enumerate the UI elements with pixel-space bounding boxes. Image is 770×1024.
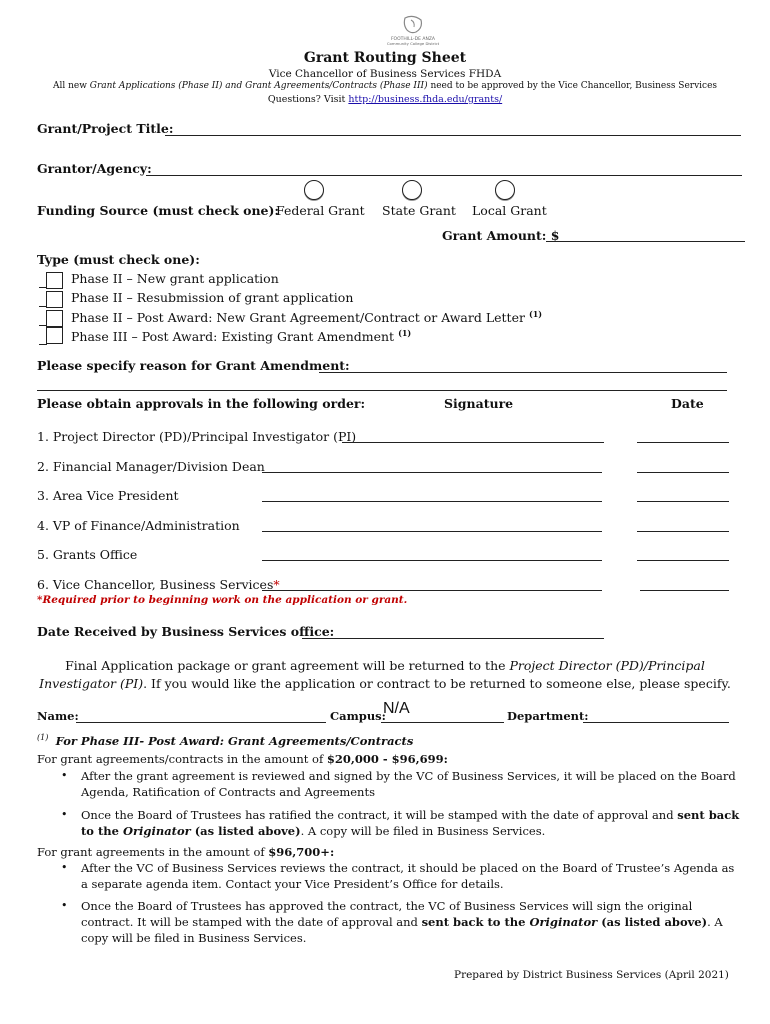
questions-line	[0, 94, 770, 105]
campus-field[interactable]	[381, 722, 504, 723]
funding-option-local: Local Grant	[472, 203, 547, 218]
questions-prefix: Questions? Visit	[267, 94, 349, 105]
range1-prefix: For grant agreements/contracts in the amount of	[37, 752, 327, 766]
type-option-post-award	[71, 309, 542, 325]
approval-note	[0, 81, 770, 91]
bullet-2	[81, 807, 741, 839]
campus-value[interactable]: N/A	[383, 700, 410, 717]
bullet-dot: •	[61, 899, 68, 912]
funding-option-federal: Federal Grant	[276, 203, 365, 218]
approver-4-date[interactable]	[637, 531, 729, 532]
grant-title-label: Grant/Project Title:	[37, 121, 174, 136]
bullet-1: After the grant agreement is reviewed and signed by the VC of Business Services, it will be placed on the Board Agenda, Ratification of Contracts and Agreements	[81, 769, 736, 799]
required-asterisk: *	[273, 577, 280, 592]
final-line-1-prefix: Final Application package or grant agreement will be returned to the	[65, 658, 510, 673]
type-checkbox-amendment[interactable]	[46, 327, 63, 344]
bullet-2-suffix: . A copy will be filed in Business Services.	[300, 824, 546, 838]
logo-text-2: Community College District	[386, 41, 440, 46]
logo-text-1: FOOTHILL-DE ANZA	[390, 37, 436, 42]
bullet-2-prefix: Once the Board of Trustees has ratified the contract, it will be stamped with the date of approval and	[81, 808, 678, 822]
grantor-label: Grantor/Agency:	[37, 161, 152, 176]
range2-line	[37, 845, 334, 859]
type-checkbox-post-award[interactable]	[46, 310, 63, 327]
approver-1-label: 1. Project Director (PD)/Principal Investigator (PI)	[37, 429, 357, 444]
approver-3-date[interactable]	[637, 501, 729, 502]
approver-2-signature[interactable]	[262, 472, 602, 473]
final-line-1	[0, 658, 770, 673]
bullet-4-bold-2: (as listed above)	[597, 915, 708, 929]
bullet-4	[81, 898, 741, 946]
approver-6-date[interactable]	[640, 590, 729, 591]
note-italic: Grant Applications (Phase II) and Grant Agreements/Contracts (Phase III)	[89, 81, 428, 91]
bullet-2-bold-2: (as listed above)	[190, 824, 301, 838]
type-option-resubmission: Phase II – Resubmission of grant application	[71, 290, 354, 305]
type-checkbox-resubmission[interactable]	[46, 291, 63, 308]
page-subtitle: Vice Chancellor of Business Services FHDA	[268, 68, 502, 80]
type-option-amendment	[71, 328, 411, 344]
bullet-3: After the VC of Business Services reviews the contract, it should be placed on the Board of Trustee’s Agenda as a separate agenda item. Contact your Vice President’s Office for details.	[81, 861, 735, 891]
grant-amount-label: Grant Amount: $	[442, 228, 560, 243]
approver-4-signature[interactable]	[262, 531, 602, 532]
type-checkbox-new[interactable]	[46, 272, 63, 289]
grantor-field[interactable]	[146, 175, 742, 176]
grant-title-field[interactable]	[165, 135, 741, 136]
type-option-post-award-text: Phase II – Post Award: New Grant Agreement/Contract or Award Letter	[71, 310, 525, 326]
amendment-reason-field-2[interactable]	[37, 390, 727, 391]
funding-source-label: Funding Source (must check one):	[37, 203, 280, 218]
type-option-amendment-text: Phase III – Post Award: Existing Grant Amendment	[71, 329, 395, 345]
final-line-2	[0, 676, 770, 691]
approvals-label: Please obtain approvals in the following order:	[37, 396, 366, 411]
approver-6-text: 6. Vice Chancellor, Business Services	[37, 577, 274, 592]
required-note: *Required prior to beginning work on the application or grant.	[37, 594, 408, 606]
bullet-4-suffix: . A copy will be filed in Business Services.	[81, 915, 723, 945]
date-header: Date	[671, 396, 704, 411]
note-prefix: All new	[52, 81, 90, 91]
approver-5-signature[interactable]	[262, 560, 602, 561]
approver-5-label: 5. Grants Office	[37, 547, 138, 562]
range2-prefix: For grant agreements in the amount of	[37, 845, 269, 859]
approver-4-label: 4. VP of Finance/Administration	[37, 518, 240, 533]
footnote-marker: (1)	[528, 309, 543, 319]
local-grant-radio[interactable]	[495, 180, 515, 200]
grant-amount-field[interactable]	[546, 241, 745, 242]
federal-grant-radio[interactable]	[304, 180, 324, 200]
department-field[interactable]	[583, 722, 729, 723]
state-grant-radio[interactable]	[402, 180, 422, 200]
amendment-reason-field[interactable]	[319, 372, 727, 373]
note-suffix: need to be approved by the Vice Chancellor, Business Services	[427, 81, 718, 91]
bullet-dot: •	[61, 769, 68, 782]
footnote-marker: (1)	[398, 328, 412, 338]
bullet-4-bold: sent back to the	[421, 915, 530, 929]
approver-3-label: 3. Area Vice President	[37, 488, 179, 503]
final-line-2-suffix: . If you would like the application or contract to be returned to someone else, please specify.	[143, 676, 731, 691]
funding-option-state: State Grant	[382, 203, 456, 218]
approver-3-signature[interactable]	[262, 501, 602, 502]
signature-header: Signature	[444, 396, 514, 411]
grants-link[interactable]: http://business.fhda.edu/grants/	[348, 94, 503, 105]
bullet-4-originator: Originator	[529, 915, 598, 929]
name-field[interactable]	[76, 722, 326, 723]
approver-1-date[interactable]	[637, 442, 729, 443]
name-label: Name:	[37, 709, 79, 723]
department-label: Department:	[507, 709, 589, 723]
approver-6-label	[37, 577, 280, 592]
bullet-2-originator: Originator	[122, 824, 191, 838]
final-line-2-italic: Investigator (PI)	[39, 676, 144, 691]
type-option-new: Phase II – New grant application	[71, 271, 279, 286]
page-title: Grant Routing Sheet	[303, 50, 467, 66]
campus-label: Campus:	[330, 709, 386, 723]
range1-line	[37, 752, 448, 766]
date-received-label: Date Received by Business Services office:	[37, 624, 335, 639]
final-line-1-italic: Project Director (PD)/Principal	[509, 658, 705, 673]
approver-5-date[interactable]	[637, 560, 729, 561]
checkbox-underline	[39, 344, 47, 345]
district-logo	[383, 14, 443, 48]
type-label: Type (must check one):	[37, 252, 200, 267]
range1-amount: $20,000 - $96,699:	[326, 752, 448, 766]
bullet-dot: •	[61, 808, 68, 821]
range2-amount: $96,700+:	[268, 845, 335, 859]
approver-2-date[interactable]	[637, 472, 729, 473]
bullet-2-bold: sent back to the	[81, 808, 740, 838]
phase3-heading-text: For Phase III- Post Award: Grant Agreements/Contracts	[55, 733, 414, 748]
amendment-reason-label: Please specify reason for Grant Amendment:	[37, 358, 350, 373]
approver-6-signature[interactable]	[262, 590, 602, 591]
date-received-field[interactable]	[302, 638, 604, 639]
prepared-by: Prepared by District Business Services (April 2021)	[454, 969, 729, 981]
bullet-dot: •	[61, 861, 68, 874]
approver-1-signature[interactable]	[342, 442, 604, 443]
phase3-marker: (1)	[37, 733, 49, 742]
phase3-heading	[37, 733, 413, 748]
bullet-4-prefix: Once the Board of Trustees has approved the contract, the VC of Business Services will sign the original contract. It will be stamped with the date of approval and	[81, 899, 693, 929]
approver-2-label: 2. Financial Manager/Division Dean	[37, 459, 265, 474]
